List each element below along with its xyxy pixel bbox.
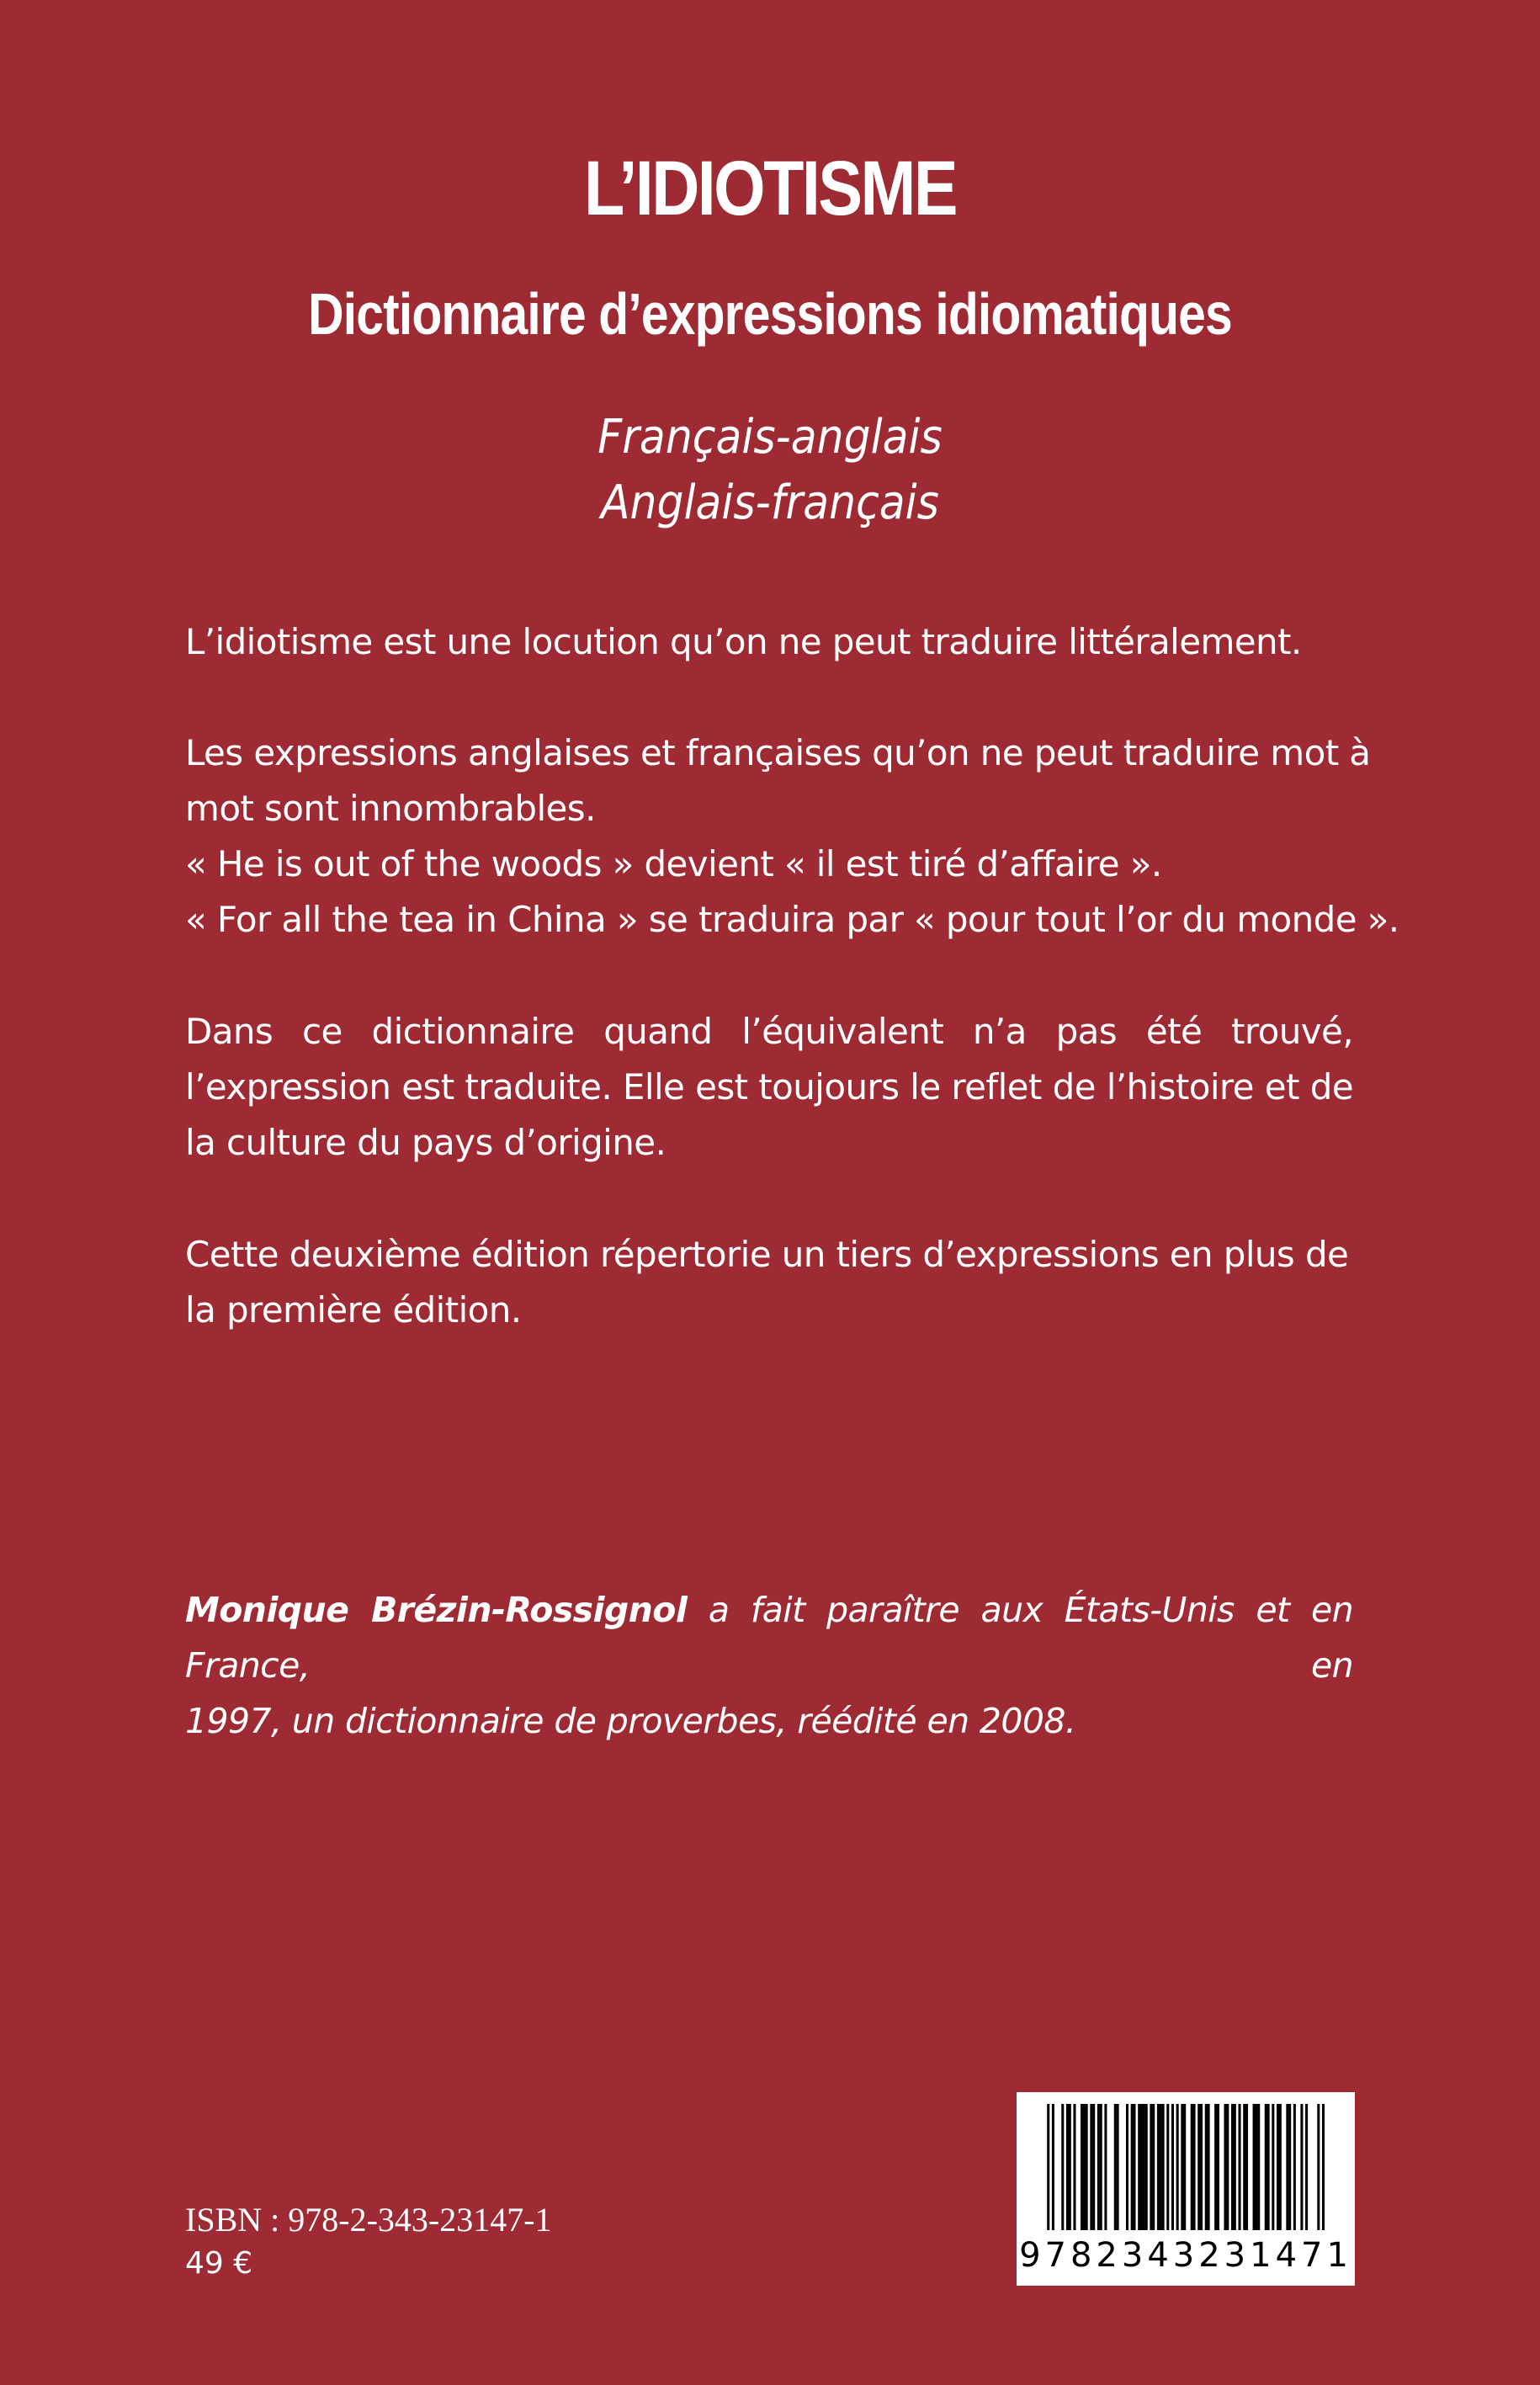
barcode-bar <box>1183 2104 1186 2230</box>
barcode-bar <box>1226 2104 1229 2230</box>
barcode-bar <box>1176 2104 1179 2230</box>
barcode-bar <box>1114 2104 1117 2230</box>
paragraph-examples <box>185 725 1399 948</box>
barcode-bar <box>1253 2104 1256 2230</box>
barcode-bar <box>1117 2104 1119 2230</box>
barcode-bar <box>1100 2104 1102 2230</box>
barcode-bar <box>1061 2104 1064 2230</box>
barcode-bar <box>1047 2104 1049 2230</box>
barcode-bar <box>1166 2104 1169 2230</box>
barcode-bar <box>1267 2104 1270 2230</box>
barcode-bar <box>1097 2104 1100 2230</box>
barcode-bar <box>1214 2104 1217 2230</box>
barcode-bar <box>1138 2104 1140 2230</box>
barcode-bar <box>1200 2104 1203 2230</box>
paragraph-line: la culture du pays d’origine. <box>185 1122 666 1163</box>
barcode-bar <box>1234 2104 1236 2230</box>
paragraph-line: L’idiotisme est une locution qu’on ne peut traduire littéralement. <box>185 621 1302 662</box>
barcode-bar <box>1288 2104 1291 2230</box>
book-title: L’IDIOTISME <box>584 146 956 231</box>
paragraph-line: Dans ce dictionnaire quand l’équivalent n’a pas été trouvé, <box>185 1011 1353 1052</box>
barcode-bar <box>1239 2104 1241 2230</box>
barcode-bar <box>1317 2104 1320 2230</box>
barcode-bar <box>1224 2104 1226 2230</box>
language-pair-en-fr: Anglais-français <box>601 475 939 530</box>
price: 49 € <box>185 2246 253 2281</box>
barcode-bar <box>1208 2104 1210 2230</box>
barcode-bar <box>1257 2104 1260 2230</box>
author-bio-line <box>185 1582 1353 1693</box>
barcode-bar <box>1191 2104 1193 2230</box>
barcode-bar <box>1277 2104 1279 2230</box>
paragraph-line: mot sont innombrables. <box>185 788 596 829</box>
barcode-bar <box>1193 2104 1196 2230</box>
barcode-bar <box>1143 2104 1145 2230</box>
barcode-bar <box>1090 2104 1092 2230</box>
barcode-bar <box>1150 2104 1152 2230</box>
barcode-bar <box>1197 2104 1200 2230</box>
author-bio-line: 1997, un dictionnaire de proverbes, réédité en 2008. <box>185 1701 1076 1741</box>
paragraph-line: la première édition. <box>185 1289 522 1331</box>
barcode-bar <box>1157 2104 1160 2230</box>
barcode-bar <box>1081 2104 1083 2230</box>
barcode-bar <box>1069 2104 1071 2230</box>
paragraph-line: l’expression est traduite. Elle est toujours le reflet de l’histoire et de <box>185 1066 1353 1108</box>
barcode-bar <box>1066 2104 1069 2230</box>
paragraph-line: Les expressions anglaises et françaises qu’on ne peut traduire mot à <box>185 732 1371 773</box>
barcode-bar <box>1073 2104 1075 2230</box>
author-bio <box>185 1582 1353 1749</box>
language-pair-fr-en: Français-anglais <box>597 410 943 465</box>
barcode-bar <box>1092 2104 1095 2230</box>
paragraph-edition <box>185 1227 1353 1338</box>
barcode-bar <box>1133 2104 1135 2230</box>
barcode-bar <box>1126 2104 1128 2230</box>
barcode-bar <box>1145 2104 1148 2230</box>
paragraph-dictionary <box>185 1004 1353 1171</box>
barcode-digits: 9782343231471 <box>1019 2236 1352 2275</box>
barcode-bar <box>1231 2104 1234 2230</box>
barcode-bar <box>1205 2104 1208 2230</box>
barcode-bar <box>1152 2104 1155 2230</box>
barcode-bar <box>1086 2104 1088 2230</box>
paragraph-line: « He is out of the woods » devient « il est tiré d’affaire ». <box>185 843 1162 884</box>
barcode-bar <box>1160 2104 1162 2230</box>
paragraph-line: « For all the tea in China » se traduira par « pour tout l’or du monde ». <box>185 899 1399 940</box>
barcode-bar <box>1162 2104 1165 2230</box>
barcode-bar <box>1083 2104 1086 2230</box>
barcode-bar <box>1265 2104 1267 2230</box>
barcode-bar <box>1243 2104 1245 2230</box>
barcode-bar <box>1255 2104 1257 2230</box>
book-subtitle: Dictionnaire d’expressions idiomatiques <box>308 281 1232 347</box>
barcode-bars <box>1035 2104 1336 2230</box>
barcode-bar <box>1245 2104 1248 2230</box>
barcode-bar <box>1217 2104 1219 2230</box>
barcode-bar <box>1171 2104 1174 2230</box>
barcode-bar <box>1104 2104 1107 2230</box>
barcode-bar <box>1305 2104 1308 2230</box>
author-bio-text: a fait paraître aux États-Unis et en France, en <box>185 1590 1353 1686</box>
paragraph-line: Cette deuxième édition répertorie un tiers d’expressions en plus de <box>185 1234 1349 1275</box>
barcode-bar <box>1286 2104 1288 2230</box>
barcode-bar <box>1140 2104 1143 2230</box>
barcode-bar <box>1293 2104 1296 2230</box>
barcode-bar <box>1181 2104 1183 2230</box>
barcode-bar <box>1052 2104 1054 2230</box>
barcode-bar <box>1279 2104 1282 2230</box>
barcode-bar <box>1272 2104 1274 2230</box>
barcode-bar <box>1322 2104 1325 2230</box>
barcode <box>1017 2092 1355 2286</box>
barcode-bar <box>1131 2104 1134 2230</box>
isbn: ISBN : 978-2-343-23147-1 <box>185 2201 552 2239</box>
paragraph-definition <box>185 614 1353 670</box>
author-name: Monique Brézin-Rossignol <box>185 1590 688 1630</box>
barcode-bar <box>1300 2104 1303 2230</box>
